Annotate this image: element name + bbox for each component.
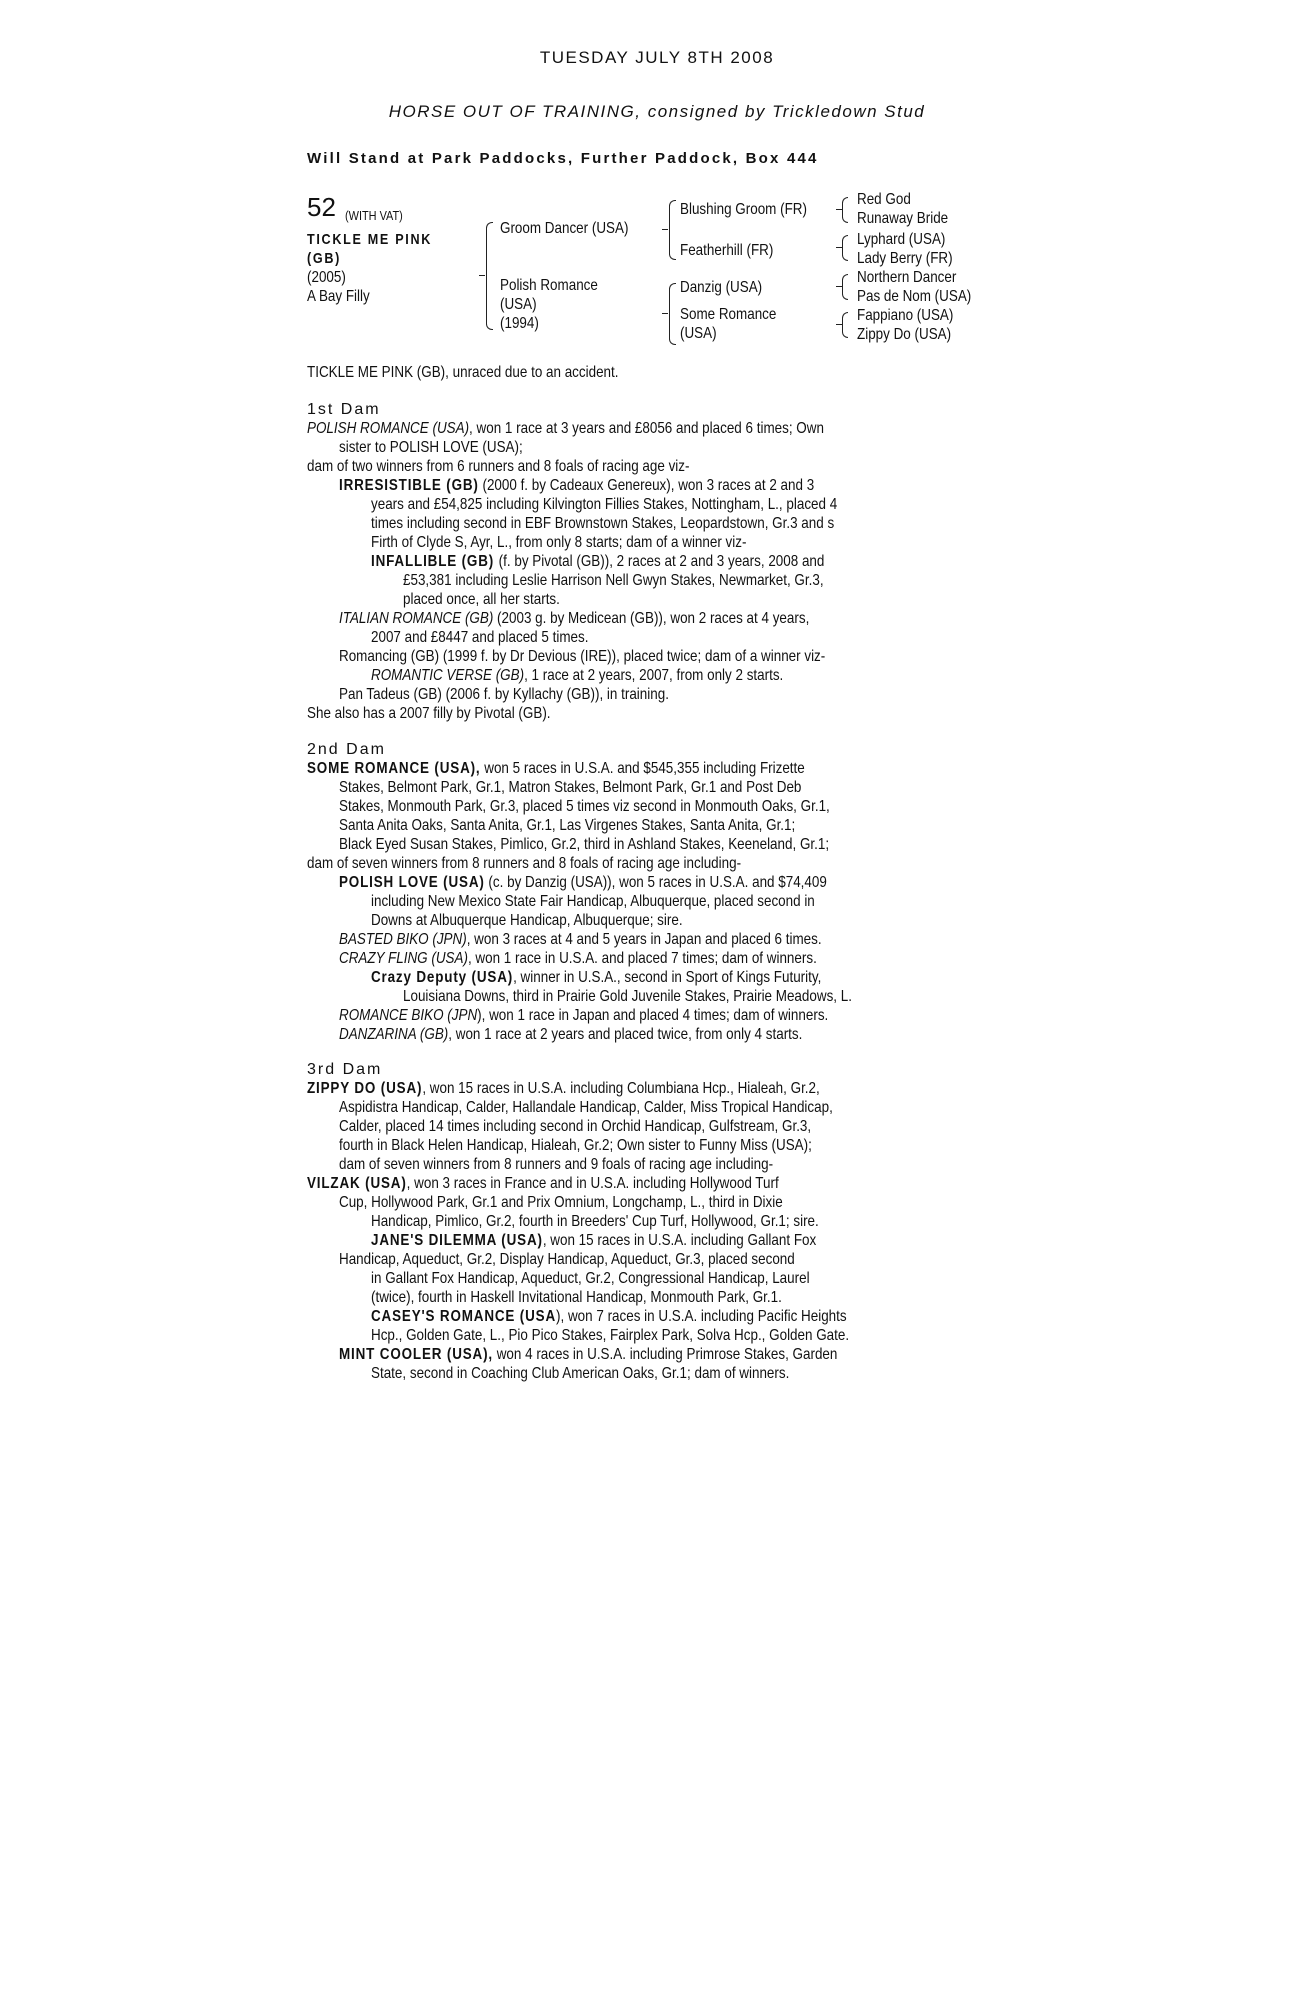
record-line: POLISH ROMANCE (USA), won 1 race at 3 years and £8056 and placed 6 times; Own [307, 420, 824, 437]
pedigree-brace-sd-point [836, 247, 842, 248]
pedigree-sire: Groom Dancer (USA) [500, 220, 629, 237]
record-line: Handicap, Pimlico, Gr.2, fourth in Breeders' Cup Turf, Hollywood, Gr.1; sire. [371, 1213, 819, 1230]
record-line: ITALIAN ROMANCE (GB) (2003 g. by Medicean (GB)), won 2 races at 4 years, [339, 610, 810, 627]
record-line: Crazy Deputy (USA), winner in U.S.A., second in Sport of Kings Futurity, [371, 969, 822, 986]
pedigree-brace-1-point [479, 275, 485, 276]
record-line: Hcp., Golden Gate, L., Pio Pico Stakes, Fairplex Park, Solva Hcp., Golden Gate. [371, 1327, 850, 1344]
record-line: Aspidistra Handicap, Calder, Hallandale Handicap, Calder, Miss Tropical Handicap, [339, 1099, 833, 1116]
record-line: Cup, Hollywood Park, Gr.1 and Prix Omnium, Longchamp, L., third in Dixie [339, 1194, 783, 1211]
record-line: POLISH LOVE (USA) (c. by Danzig (USA)), won 5 races in U.S.A. and $74,409 [339, 874, 827, 891]
pedigree-sire-sire: Blushing Groom (FR) [680, 201, 807, 218]
pedigree-brace-sire [669, 200, 676, 260]
record-line: SOME ROMANCE (USA), won 5 races in U.S.A. and $545,355 including Frizette [307, 760, 805, 777]
race-note: TICKLE ME PINK (GB), unraced due to an accident. [307, 364, 619, 381]
record-line: Stakes, Monmouth Park, Gr.3, placed 5 times viz second in Monmouth Oaks, Gr.1, [339, 798, 830, 815]
record-line: fourth in Black Helen Handicap, Hialeah, Gr.2; Own sister to Funny Miss (USA); [339, 1137, 812, 1154]
record-line: CRAZY FLING (USA), won 1 race in U.S.A. and placed 7 times; dam of winners. [339, 950, 817, 967]
record-line: BASTED BIKO (JPN), won 3 races at 4 and 5 years in Japan and placed 6 times. [339, 931, 822, 948]
horse-name: TICKLE ME PINK [307, 231, 433, 248]
record-line: CASEY'S ROMANCE (USA), won 7 races in U.S.A. including Pacific Heights [371, 1308, 847, 1325]
pedigree-dam-line-1: Polish Romance [500, 277, 598, 294]
lot-number: 52 [307, 192, 336, 222]
horse-description: A Bay Filly [307, 288, 370, 305]
record-line: placed once, all her starts. [403, 591, 560, 608]
pedigree-brace-ss-point [836, 209, 842, 210]
record-line: dam of seven winners from 8 runners and 9 foals of racing age including- [339, 1156, 774, 1173]
pedigree-brace-dam-point [662, 313, 668, 314]
record-line: dam of two winners from 6 runners and 8 foals of racing age viz- [307, 458, 690, 475]
record-line: Handicap, Aqueduct, Gr.2, Display Handicap, Aqueduct, Gr.3, placed second [339, 1251, 795, 1268]
record-line: dam of seven winners from 8 runners and 8 foals of racing age including- [307, 855, 742, 872]
record-line: times including second in EBF Brownstown Stakes, Leopardstown, Gr.3 and s [371, 515, 835, 532]
vat-note: (WITH VAT) [345, 208, 403, 223]
record-line: sister to POLISH LOVE (USA); [339, 439, 523, 456]
record-line: ZIPPY DO (USA), won 15 races in U.S.A. including Columbiana Hcp., Hialeah, Gr.2, [307, 1080, 820, 1097]
consignment-line: HORSE OUT OF TRAINING, consigned by Trickledown Stud [388, 102, 926, 121]
record-line: £53,381 including Leslie Harrison Nell Gwyn Stakes, Newmarket, Gr.3, [403, 572, 824, 589]
pedigree-brace-sire-point [662, 229, 668, 230]
record-line: MINT COOLER (USA), won 4 races in U.S.A. including Primrose Stakes, Garden [339, 1346, 838, 1363]
pedigree-dam-dam-line-2: (USA) [680, 325, 717, 342]
pedigree-sds: Lyphard (USA) [857, 231, 946, 248]
record-line: Calder, placed 14 times including second in Orchid Handicap, Gulfstream, Gr.3, [339, 1118, 812, 1135]
record-line: Black Eyed Susan Stakes, Pimlico, Gr.2, third in Ashland Stakes, Keeneland, Gr.1; [339, 836, 830, 853]
horse-year: (2005) [307, 269, 346, 286]
record-line: State, second in Coaching Club American Oaks, Gr.1; dam of winners. [371, 1365, 790, 1382]
record-line: INFALLIBLE (GB) (f. by Pivotal (GB)), 2 races at 2 and 3 years, 2008 and [371, 553, 825, 570]
pedigree-brace-1 [486, 222, 493, 330]
record-line: She also has a 2007 filly by Pivotal (GB). [307, 705, 551, 722]
pedigree-dam-sire: Danzig (USA) [680, 279, 763, 296]
pedigree-dss: Northern Dancer [857, 269, 957, 286]
pedigree-brace-dd [842, 312, 848, 338]
pedigree-dam-line-2: (USA) [500, 296, 537, 313]
pedigree-brace-ds [842, 274, 848, 300]
pedigree-dds: Fappiano (USA) [857, 307, 954, 324]
stand-location: Will Stand at Park Paddocks, Further Paddock, Box 444 [307, 150, 819, 167]
record-line: including New Mexico State Fair Handicap, Albuquerque, placed second in [371, 893, 815, 910]
pedigree-sire-dam: Featherhill (FR) [680, 242, 774, 259]
pedigree-brace-dd-point [836, 324, 842, 325]
pedigree-brace-ss [842, 197, 848, 223]
section-heading: 1st Dam [307, 401, 381, 418]
record-line: Pan Tadeus (GB) (2006 f. by Kyllachy (GB)), in training. [339, 686, 669, 703]
record-line: Downs at Albuquerque Handicap, Albuquerque; sire. [371, 912, 683, 929]
record-line: JANE'S DILEMMA (USA), won 15 races in U.S.A. including Gallant Fox [371, 1232, 817, 1249]
horse-origin: (GB) [307, 250, 342, 267]
record-line: Santa Anita Oaks, Santa Anita, Gr.1, Las Virgenes Stakes, Santa Anita, Gr.1; [339, 817, 796, 834]
record-line: ROMANTIC VERSE (GB), 1 race at 2 years, 2007, from only 2 starts. [371, 667, 784, 684]
record-line: ROMANCE BIKO (JPN), won 1 race in Japan and placed 4 times; dam of winners. [339, 1007, 829, 1024]
pedigree-ddd: Zippy Do (USA) [857, 326, 952, 343]
pedigree-ssd: Runaway Bride [857, 210, 949, 227]
record-line: Firth of Clyde S, Ayr, L., from only 8 starts; dam of a winner viz- [371, 534, 747, 551]
section-heading: 2nd Dam [307, 741, 386, 758]
record-line: VILZAK (USA), won 3 races in France and in U.S.A. including Hollywood Turf [307, 1175, 779, 1192]
section-heading: 3rd Dam [307, 1061, 383, 1078]
record-line: in Gallant Fox Handicap, Aqueduct, Gr.2, Congressional Handicap, Laurel [371, 1270, 810, 1287]
pedigree-brace-sd [842, 235, 848, 261]
pedigree-sdd: Lady Berry (FR) [857, 250, 953, 267]
record-line: Romancing (GB) (1999 f. by Dr Devious (IRE)), placed twice; dam of a winner viz- [339, 648, 826, 665]
pedigree-dam-line-3: (1994) [500, 315, 539, 332]
record-line: years and £54,825 including Kilvington Fillies Stakes, Nottingham, L., placed 4 [371, 496, 838, 513]
sale-date: TUESDAY JULY 8TH 2008 [539, 48, 775, 67]
pedigree-brace-ds-point [836, 286, 842, 287]
record-line: DANZARINA (GB), won 1 race at 2 years and placed twice, from only 4 starts. [339, 1026, 803, 1043]
pedigree-sss: Red God [857, 191, 911, 208]
record-line: Louisiana Downs, third in Prairie Gold Juvenile Stakes, Prairie Meadows, L. [403, 988, 852, 1005]
pedigree-dam-dam-line-1: Some Romance [680, 306, 777, 323]
pedigree-dsd: Pas de Nom (USA) [857, 288, 972, 305]
pedigree-brace-dam [669, 283, 676, 345]
record-line: IRRESISTIBLE (GB) (2000 f. by Cadeaux Genereux), won 3 races at 2 and 3 [339, 477, 815, 494]
record-line: (twice), fourth in Haskell Invitational Handicap, Monmouth Park, Gr.1. [371, 1289, 782, 1306]
record-line: Stakes, Belmont Park, Gr.1, Matron Stakes, Belmont Park, Gr.1 and Post Deb [339, 779, 802, 796]
record-line: 2007 and £8447 and placed 5 times. [371, 629, 589, 646]
